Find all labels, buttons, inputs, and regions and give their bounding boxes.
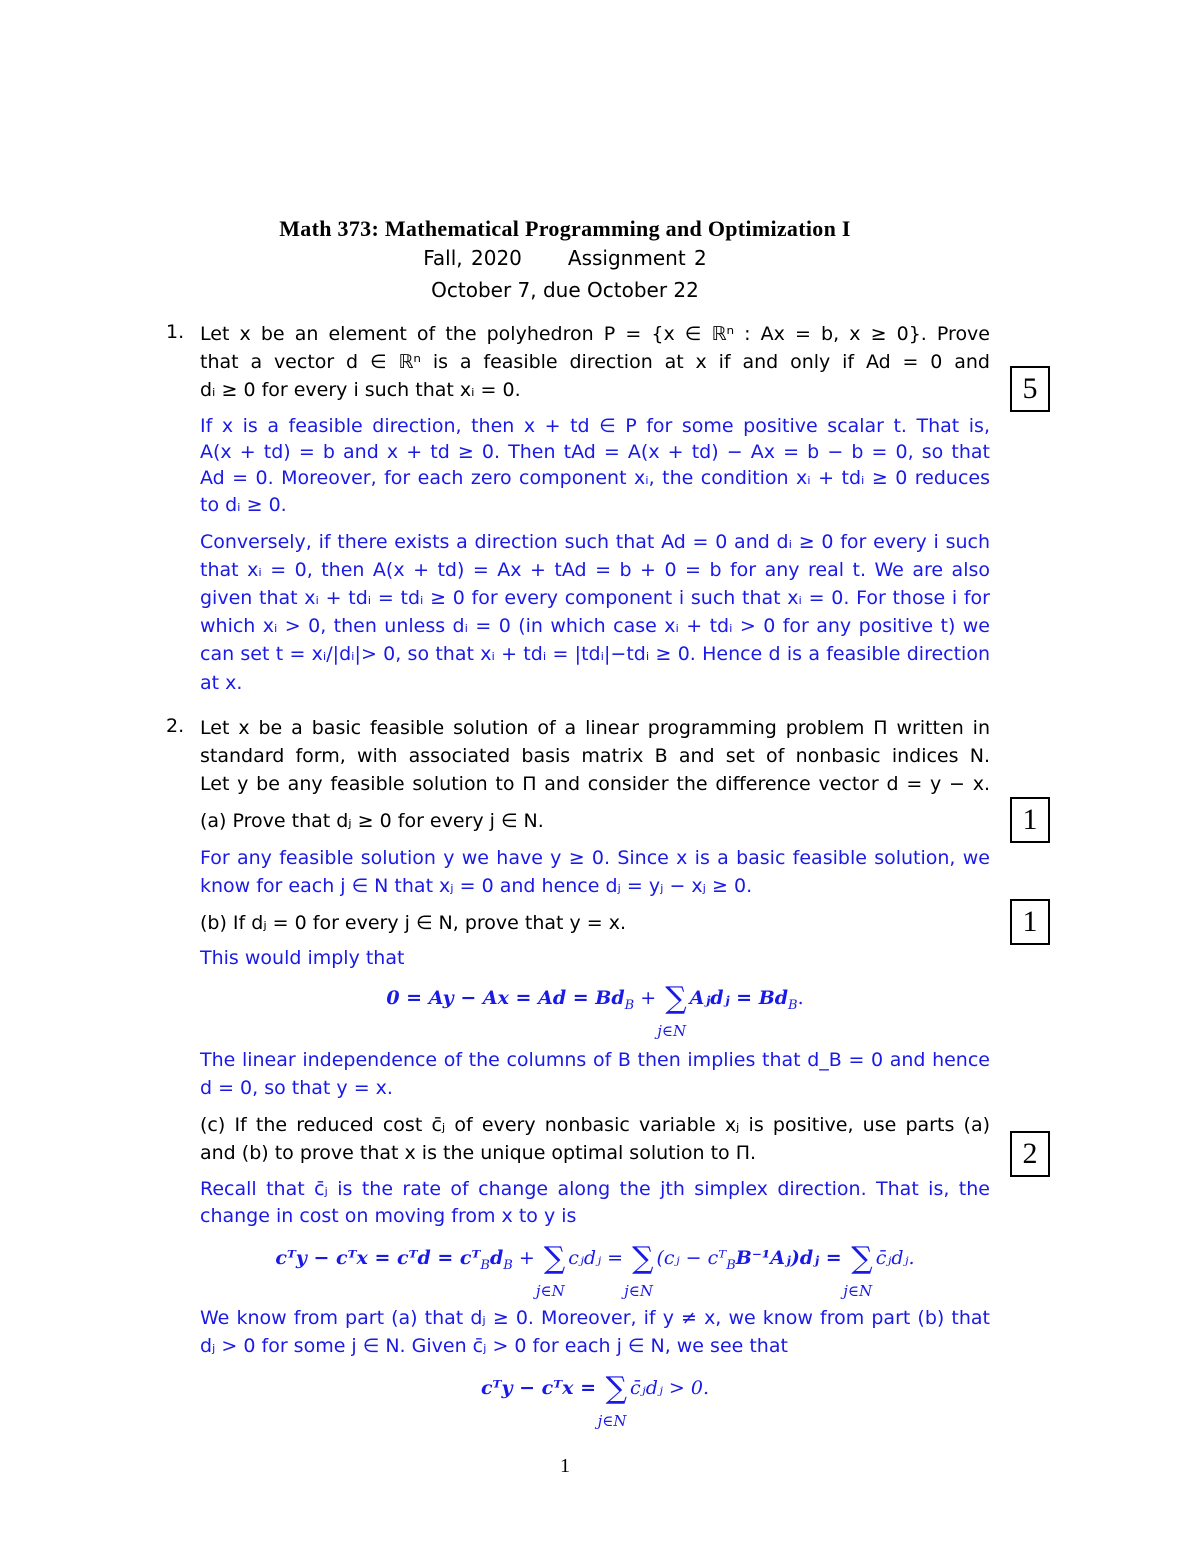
document-title: Math 373: Mathematical Programming and Optimization I: [279, 216, 851, 241]
solution-line: Recall that c̄ⱼ is the rate of change along the jth simplex direction. That is, the: [200, 1178, 990, 1200]
problem-2-statement-line: Let x be a basic feasible solution of a linear programming problem Π written in: [200, 717, 990, 739]
problem-1-statement-line: dᵢ ≥ 0 for every i such that xᵢ = 0.: [200, 379, 521, 401]
term: Fall, 2020: [423, 246, 522, 270]
problem-1-points-box: 5: [1010, 366, 1050, 412]
part-a-points-box: 1: [1010, 797, 1050, 843]
part-a-question: (a) Prove that dⱼ ≥ 0 for every j ∈ N.: [200, 810, 544, 832]
part-c-question-line: and (b) to prove that x is the unique optimal solution to Π.: [200, 1142, 757, 1164]
part-c-points-box: 2: [1010, 1131, 1050, 1177]
equation-part-c-1: cᵀy − cᵀx = cᵀd = $cᵀ_Bd_B$ + ∑ j∈N cⱼdⱼ = ∑ j∈N (cⱼ − cᵀ$_B$B⁻¹Aⱼ)dⱼ = ∑ j∈N c̄ⱼdⱼ.: [275, 1241, 915, 1300]
solution-line: Conversely, if there exists a direction such that Ad = 0 and dᵢ ≥ 0 for every i such: [200, 531, 990, 553]
summation-symbol: ∑ j∈N: [597, 1371, 628, 1430]
problem-2-number: 2.: [166, 715, 185, 737]
summation-symbol: ∑ j∈N: [624, 1241, 654, 1300]
equation-part-c-2: cᵀy − cᵀx = ∑ j∈N c̄ⱼdⱼ > 0.: [480, 1371, 709, 1430]
solution-line: which xᵢ > 0, then unless dᵢ = 0 (in which case xᵢ + tdᵢ > 0 for any positive t) we: [200, 615, 990, 637]
summation-symbol: ∑ j∈N: [843, 1241, 873, 1300]
solution-line: d = 0, so that y = x.: [200, 1077, 393, 1099]
part-b-points-box: 1: [1010, 899, 1050, 945]
problem-1-number: 1.: [166, 321, 185, 343]
solution-line: This would imply that: [200, 947, 405, 969]
solution-line: to dᵢ ≥ 0.: [200, 494, 287, 516]
problem-2-statement-line: Let y be any feasible solution to Π and consider the difference vector d = y − x.: [200, 773, 990, 795]
solution-line: at x.: [200, 672, 243, 694]
solution-line: can set t = xᵢ/|dᵢ|> 0, so that xᵢ + tdᵢ = |tdᵢ|−tdᵢ ≥ 0. Hence d is a feasible direction: [200, 643, 990, 665]
solution-line: given that xᵢ + tdᵢ = tdᵢ ≥ 0 for every component i such that xᵢ = 0. For those i for: [200, 587, 990, 609]
problem-1-statement-line: Let x be an element of the polyhedron P = {x ∈ ℝⁿ : Ax = b, x ≥ 0}. Prove: [200, 323, 990, 345]
solution-line: dⱼ > 0 for some j ∈ N. Given c̄ⱼ > 0 for each j ∈ N, we see that: [200, 1335, 788, 1357]
solution-line: Ad = 0. Moreover, for each zero component xᵢ, the condition xᵢ + tdᵢ ≥ 0 reduces: [200, 467, 990, 489]
solution-line: that xᵢ = 0, then A(x + td) = Ax + tAd = b + 0 = b for any real t. We are also: [200, 559, 990, 581]
summation-symbol: ∑ j∈N: [535, 1241, 566, 1300]
part-b-question: (b) If dⱼ = 0 for every j ∈ N, prove that y = x.: [200, 912, 627, 934]
part-c-question-line: (c) If the reduced cost c̄ⱼ of every nonbasic variable xⱼ is positive, use parts (a): [200, 1114, 990, 1136]
solution-line: We know from part (a) that dⱼ ≥ 0. Moreover, if y ≠ x, we know from part (b) that: [200, 1307, 990, 1329]
problem-1-statement-line: that a vector d ∈ ℝⁿ is a feasible direction at x if and only if Ad = 0 and: [200, 351, 990, 373]
problem-2-statement-line: standard form, with associated basis matrix B and set of nonbasic indices N.: [200, 745, 990, 767]
solution-line: know for each j ∈ N that xⱼ = 0 and hence dⱼ = yⱼ − xⱼ ≥ 0.: [200, 875, 753, 897]
document-subtitle: [0, 246, 1130, 270]
assignment-label: Assignment 2: [567, 246, 707, 270]
solution-line: The linear independence of the columns of B then implies that d_B = 0 and hence: [200, 1049, 990, 1071]
summation-symbol: ∑ j∈N: [657, 981, 687, 1040]
solution-line: A(x + td) = b and x + td ≥ 0. Then tAd = A(x + td) − Ax = b − b = 0, so that: [200, 441, 990, 463]
due-dates: October 7, due October 22: [431, 278, 699, 302]
page-number: 1: [560, 1455, 570, 1477]
solution-line: change in cost on moving from x to y is: [200, 1205, 577, 1227]
equation-part-b: $0 = Ay - Ax = Ad = Bd_B$ + ∑ j∈N Aⱼdⱼ = $Bd_B$.: [386, 981, 804, 1040]
solution-line: For any feasible solution y we have y ≥ 0. Since x is a basic feasible solution, we: [200, 847, 990, 869]
solution-line: If x is a feasible direction, then x + td ∈ P for some positive scalar t. That is,: [200, 415, 990, 437]
